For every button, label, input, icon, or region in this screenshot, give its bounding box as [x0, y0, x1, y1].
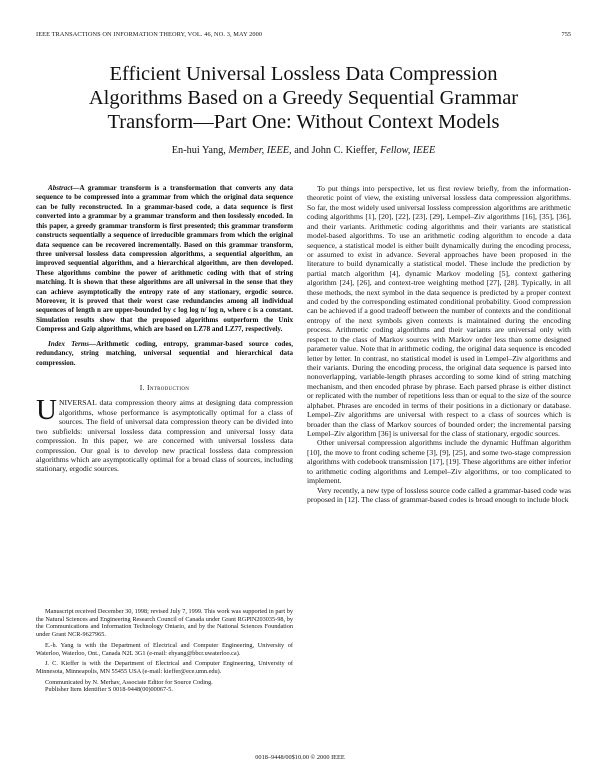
title-line-3: Transform—Part One: Without Context Models — [107, 111, 500, 133]
intro-caps: NIVERSAL — [58, 398, 97, 408]
author-1-role: Member, IEEE, — [228, 145, 292, 156]
index-terms-text: Arithmetic coding, entropy, grammar-based source codes, redundancy, string matching, universal sequential and hierarchical data compression. — [36, 339, 294, 367]
section-numeral: I. — [139, 383, 145, 393]
section-title: Introduction — [146, 383, 190, 393]
body-paragraph: Very recently, a new type of lossless source code called a grammar-based code was proposed in [12]. The class of grammar-based codes is broad enough to include block — [307, 485, 571, 504]
copyright-footer: 0018–9448/00$10.00 © 2000 IEEE — [255, 754, 345, 761]
abstract-text: A grammar transform is a transformation that converts any data sequence to be compressed into a grammar from which the original data sequence can be fully reconstructed. In a grammar-based code, a data sequence is first converted into a grammar by a grammar transform and then losslessly encoded. In this paper, a greedy grammar transform is first presented; this grammar transform constructs sequentially a sequence of irreducible grammars from which the original data sequence can be recovered incrementally. Based on this grammar transform, three universal lossless data compression algorithms, a sequential algorithm, an improved sequential algorithm, and a hierarchical algorithm, are then developed. These algorithms combine the power of arithmetic coding with that of string matching. It is shown that these algorithms are all universal in the sense that they can achieve asymptotically the entropy rate of any stationary, ergodic source. Moreover, it is proved that their worst case redundancies among all individual sequences of length n are upper-bounded by c log log n/ log n, where c is a constant. Simulation results show that the proposed algorithms outperform the Unix Compress and Gzip algorithms, which are based on LZ78 and LZ77, respectively. — [36, 184, 293, 334]
section-heading — [36, 383, 293, 392]
intro-text: data compression theory aims at designing data compression algorithms, whose performance is asymptotically optimal for a class of sources. The field of universal data compression theory can be divided into two subfields: universal lossless data compression and universal lossy data compression. In this paper, we are concerned with universal lossless data compression. Our goal is to develop new practical lossless data compression algorithms which are asymptotically optimal for a broad class of sources, including stationary, ergodic sources. — [36, 398, 293, 474]
author-line — [36, 145, 571, 156]
title-line-2: Algorithms Based on a Greedy Sequential Grammar — [88, 87, 519, 109]
body-paragraph: Other universal compression algorithms include the dynamic Huffman algorithm [10], the move to front coding scheme [3], [9], [25], and some two-stage compression algorithms with codebook transmission [17], [19]. These algorithms are either inferior to arithmetic coding algorithms and Lempel–Ziv algorithms, or too complicated to implement. — [307, 438, 571, 486]
index-terms-label: Index Terms— — [48, 339, 97, 348]
abstract — [36, 184, 293, 335]
footnote-author-2: J. C. Kieffer is with the Department of Electrical and Computer Engineering, University of Minnesota, Minneapolis, MN 55455 USA (e-mail: kieffer@ece.umn.edu). — [36, 660, 293, 675]
index-terms — [36, 340, 293, 368]
author-1: En-hui Yang, — [171, 145, 226, 156]
footnote-author-1: E.-h. Yang is with the Department of Electrical and Computer Engineering, University of Waterloo, Waterloo, Ont., Canada N2L 3G1 (e-mail: ehyang@bbcr.uwaterloo.ca). — [36, 641, 293, 657]
left-column — [36, 184, 293, 474]
drop-cap: U — [36, 394, 57, 427]
footnote-manuscript: Manuscript received December 30, 1998; revised July 7, 1999. This work was supported in part by the Natural Sciences and Engineering Research Council of Canada under Grant RGPIN203035-98, by the Communications and Information Technology Ontario, and by the National Sciences Foundation under Grant NCR-9627965. — [36, 608, 293, 639]
page-number: 755 — [561, 31, 571, 38]
right-column — [307, 184, 571, 504]
footnotes — [36, 608, 293, 694]
abstract-label: Abstract— — [48, 184, 80, 192]
paper-title — [36, 62, 571, 134]
title-line-1: Efficient Universal Lossless Data Compression — [109, 63, 498, 85]
body-paragraph: To put things into perspective, let us first review briefly, from the information-theoretic point of view, the existing universal lossless data compression algorithms. So far, the most widely used universal lossless compression algorithms are arithmetic coding algorithms [1], [20], [22], [23], [29], Lempel–Ziv algorithms [16], [35], [36], and their variants. Arithmetic coding algorithms and their variants are statistical model-based algorithms. To use an arithmetic coding algorithm to encode a data sequence, a statistical model is either built dynamically during the encoding process, or assumed to exist in advance. Several approaches have been proposed in the literature to build dynamically a statistical model. These include the prediction by partial match algorithm [4], dynamic Markov modeling [5], context gathering algorithm [24], [26], and context-tree weighting method [27], [28]. Typically, in all these methods, the next symbol in the data sequence is predicted by a proper context and coded by the corresponding estimated conditional probability. Good compression can be achieved if a good tradeoff between the number of contexts and the conditional entropy of the next symbols given contexts is maintained during the encoding process. Arithmetic coding algorithms and their variants are universal only with respect to the class of Markov sources with Markov order less than some designed parameter value. Note that in arithmetic coding, the original data sequence is encoded letter by letter. In contrast, no statistical model is used in Lempel–Ziv algorithms and their variants. During the encoding process, the original data sequence is parsed into nonoverlapping, variable-length phrases according to some kind of string matching mechanism, and then encoded phrase by phrase. Each parsed phrase is either distinct or replicated with the number of repetitions less than or equal to the size of the source alphabet. Phrases are encoded in terms of their positions in a dictionary or database. Lempel–Ziv algorithms are universal with respect to a class of sources which is broader than the class of Markov sources of bounded order; the incremental parsing Lempel–Ziv algorithm [36] is universal for the class of stationary, ergodic sources. — [307, 184, 571, 438]
intro-paragraph — [36, 394, 293, 474]
author-2-role: Fellow, IEEE — [379, 145, 436, 156]
author-2: and John C. Kieffer, — [294, 145, 378, 156]
footnote-communicated: Communicated by N. Merhav, Associate Editor for Source Coding. — [45, 678, 213, 686]
footnote-publisher-id: Publisher Item Identifier S 0018-9448(00)00067-5. — [45, 686, 173, 694]
running-header: IEEE TRANSACTIONS ON INFORMATION THEORY, VOL. 46, NO. 3, MAY 2000 — [36, 31, 263, 38]
